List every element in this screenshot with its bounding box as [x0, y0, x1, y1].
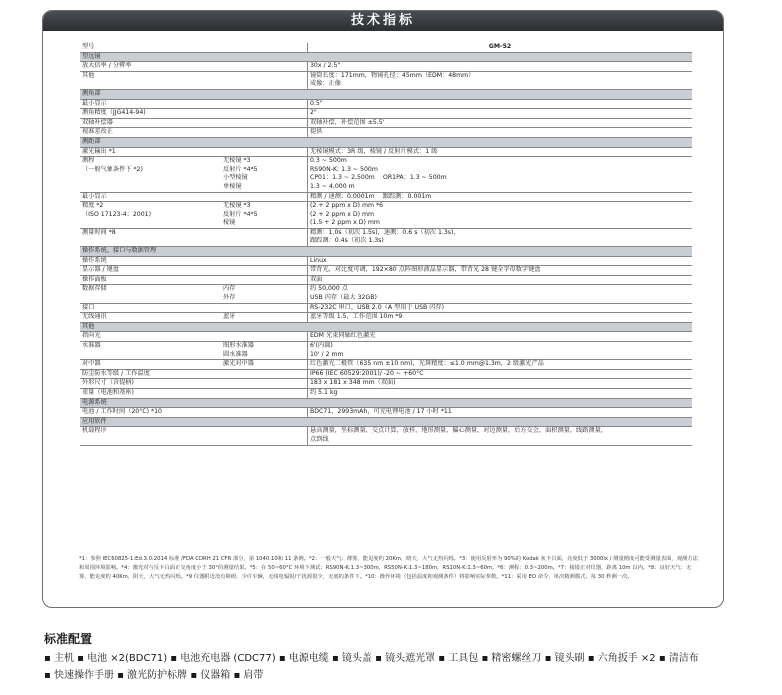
spec-banner-title: 技术指标	[43, 11, 723, 31]
spec-row	[80, 157, 692, 192]
section-title: 测角部	[80, 89, 692, 99]
spec-label: 激光输出 *1	[80, 147, 221, 157]
spec-row	[80, 266, 692, 276]
spec-label: 最小显示	[80, 192, 221, 202]
spec-sublabel	[221, 332, 308, 342]
spec-label: 外形尺寸（含提柄)	[80, 379, 221, 389]
spec-value: 183 x 181 x 348 mm（双面)	[308, 379, 693, 389]
spec-value: 0.3 ~ 500m RS90N-K: 1.3 ~ 500m CP01：1.3 ~ 2,500m OR1PA：1.3 ~ 500m 1.3 ~ 4,000 m	[308, 157, 693, 192]
spec-value: 双面	[308, 275, 693, 285]
spec-row	[80, 275, 692, 285]
spec-panel	[42, 10, 724, 608]
spec-sublabel	[221, 192, 308, 202]
spec-value: 带背光，对比度可调，192×80 点阵图形液晶显示器，带背光 28 键全字母数字键盘	[308, 266, 693, 276]
spec-row	[80, 360, 692, 370]
standard-config-list	[44, 650, 744, 684]
spec-value: 蓝牙等级 1.5，工作范围 10m *9	[308, 313, 693, 323]
standard-config-item: ▪ 电池 ×2(BDC71)	[77, 653, 168, 664]
spec-value: 2"	[308, 109, 693, 119]
section-title: 电源系统	[80, 398, 692, 408]
section-title: 测距部	[80, 137, 692, 147]
standard-config-item: ▪ 肩带	[233, 670, 264, 681]
spec-label: 测角精度（JJG414-94)	[80, 109, 221, 119]
section-header	[80, 322, 692, 332]
spec-label: 接口	[80, 303, 221, 313]
standard-config-item: ▪ 仪器箱	[190, 670, 231, 681]
spec-sublabel	[221, 256, 308, 266]
spec-row	[80, 128, 692, 138]
standard-config-title: 标准配置	[44, 632, 93, 646]
standard-config-item: ▪ 电池充电器 (CDC77)	[170, 653, 276, 664]
spec-row	[80, 303, 692, 313]
section-title: 应用软件	[80, 417, 692, 427]
standard-config-item: ▪ 六角扳手 ×2	[587, 653, 656, 664]
spec-row	[80, 342, 692, 360]
spec-label: 其他	[80, 71, 221, 89]
spec-sublabel: 无棱镜 *3 反射片 *4*5 棱镜	[221, 202, 308, 229]
spec-row	[80, 192, 692, 202]
standard-config-item: ▪ 精密螺丝刀	[481, 653, 542, 664]
spec-value: 精测 / 速测：0.0001m 跟踪测：0.001m	[308, 192, 693, 202]
model-value: GM-52	[308, 43, 693, 52]
spec-label: 机载程序	[80, 427, 221, 445]
section-header	[80, 247, 692, 257]
spec-value: 双轴补偿，补偿范围 ±5.5'	[308, 118, 693, 128]
section-title: 操作系统、接口与数据管理	[80, 247, 692, 257]
spec-row	[80, 256, 692, 266]
spec-value: 约 5.1 kg	[308, 388, 693, 398]
spec-label: 显示器 / 键盘	[80, 266, 221, 276]
standard-config-item: ▪ 电源电缆	[278, 653, 329, 664]
spec-label: 放大倍率 / 分辨率	[80, 62, 221, 72]
spec-label: 视准差改正	[80, 128, 221, 138]
spec-sublabel	[221, 266, 308, 276]
model-label: 型号	[80, 43, 221, 52]
spec-row	[80, 202, 692, 229]
spec-value: 悬高测量，坐标测量，交点计算，放样，地形测量，偏心测量，对边测量，后方交会，面积测量，线路测量， 点到线	[308, 427, 693, 445]
section-title: 望远镜	[80, 52, 692, 62]
spec-label: 测程 （一般气象条件下 *2)	[80, 157, 221, 192]
spec-sublabel	[221, 408, 308, 418]
spec-sublabel	[221, 147, 308, 157]
spec-sublabel	[221, 71, 308, 89]
spec-value: 镜筒长度：171mm，物镜孔径：45mm（EDM：48mm） 成像：正像	[308, 71, 693, 89]
spec-row	[80, 332, 692, 342]
spec-label: 精度 *2 （ISO 17123-4：2001)	[80, 202, 221, 229]
spec-value: (2 + 2 ppm x D) mm *6 (2 + 2 ppm x D) mm (1.5 + 2 ppm x D) mm	[308, 202, 693, 229]
spec-sublabel	[221, 388, 308, 398]
spec-value: 30x / 2.5"	[308, 62, 693, 72]
spec-row	[80, 313, 692, 323]
spec-value: EDM 光束同轴红色激光	[308, 332, 693, 342]
section-header	[80, 398, 692, 408]
spec-label: 无线通讯	[80, 313, 221, 323]
spec-row	[80, 147, 692, 157]
spec-value: IP66 (IEC 60529:2001)/ -20 ~ +60°C	[308, 369, 693, 379]
spec-row	[80, 285, 692, 303]
section-header	[80, 137, 692, 147]
spec-row	[80, 228, 692, 246]
section-header	[80, 52, 692, 62]
spec-label: 对中器	[80, 360, 221, 370]
spec-sublabel	[221, 275, 308, 285]
spec-label: 数据存储	[80, 285, 221, 303]
spec-sublabel	[221, 369, 308, 379]
spec-label: 重量（电池和基座)	[80, 388, 221, 398]
standard-config-item: ▪ 清洁布	[658, 653, 699, 664]
spec-sublabel	[221, 303, 308, 313]
spec-label: 测量时间 *8	[80, 228, 221, 246]
standard-config-item: ▪ 镜头遮光罩	[375, 653, 436, 664]
spec-label: 操作面板	[80, 275, 221, 285]
spec-sublabel	[221, 128, 308, 138]
standard-config-item: ▪ 激光防护标牌	[117, 670, 188, 681]
spec-table	[80, 43, 692, 446]
spec-value: 约 50,000 点 USB 闪存（最大 32GB)	[308, 285, 693, 303]
spec-label: 最小显示	[80, 99, 221, 109]
spec-sublabel	[221, 109, 308, 119]
spec-label: 双轴补偿器	[80, 118, 221, 128]
spec-label: 防尘防水等级 / 工作温度	[80, 369, 221, 379]
spec-label: 操作系统	[80, 256, 221, 266]
spec-value: BDC71，2993mAh，可充电锂电池 / 17 小时 *11	[308, 408, 693, 418]
spec-row	[80, 369, 692, 379]
section-header	[80, 89, 692, 99]
spec-row	[80, 62, 692, 72]
spec-row	[80, 99, 692, 109]
section-title: 其他	[80, 322, 692, 332]
spec-value: RS-232C 串口，USB 2.0（A 型用于 USB 闪存)	[308, 303, 693, 313]
standard-config-item: ▪ 快速操作手册	[44, 670, 114, 681]
spec-label: 指向光	[80, 332, 221, 342]
spec-value: 0.5"	[308, 99, 693, 109]
spec-sublabel	[221, 118, 308, 128]
spec-sublabel: 蓝牙	[221, 313, 308, 323]
spec-value: 红色激光二极管（635 nm ±10 nm)，光斑精度：≤1.0 mm@1.3m，2 级激光产品	[308, 360, 693, 370]
spec-sublabel	[221, 228, 308, 246]
spec-sublabel	[221, 427, 308, 445]
spec-sublabel	[221, 99, 308, 109]
spec-label: 电池 / 工作时间（20°C) *10	[80, 408, 221, 418]
spec-sublabel: 图形水准器 圆水准器	[221, 342, 308, 360]
spec-row	[80, 427, 692, 445]
standard-config-item: ▪ 镜头盖	[331, 653, 372, 664]
spec-sublabel: 激光对中器	[221, 360, 308, 370]
spec-label: 水准器	[80, 342, 221, 360]
spec-row	[80, 118, 692, 128]
footnotes: *1：参照 IEC60825-1:Ed.3.0:2014 标准 /FDA CDRH 21 CFR 部分，第 1040.10和 11 条例。*2：一般天气：薄雾，能见度约 20Km，晴天，大气无热闪烁。*3：使用反射率为 90%的 Kodak 灰卡白面，亮度低于 3000lx / 测量精度可能受测量表面，观测方法和周围环境影响。*4：激光对与反卡白面正交角度小于 30°的测量结果。*5：在 50~60°C 环境下测试：RS90N-K:1.3~300m，RS50N-K:1.3~180m，RS10N-K:1.3~60m。*6：测程：0.3~200m。*7：棱镜正对仪器，距离 10m 以内。*8：良好天气：无雾，能见度约 40Km，阴天，大气无热闪烁。*9 仪器附近没有障碍，少许车辆，无线电辐射/干扰源很少，无雨的条件下。*10：操作环境（包括温度和观测条件）将影响实际参数。*11：采用 EO 命令，单次精测模式，每 30 秒测一次。	[79, 556, 698, 580]
standard-config-item: ▪ 主机	[44, 653, 74, 664]
spec-sublabel: 无棱镜 *3 反射片 *4*5 小型棱镜 单棱镜	[221, 157, 308, 192]
spec-row	[80, 109, 692, 119]
spec-row	[80, 379, 692, 389]
spec-sublabel	[221, 62, 308, 72]
standard-config-item: ▪ 工具包	[438, 653, 479, 664]
spec-sublabel: 内存 外存	[221, 285, 308, 303]
spec-row	[80, 388, 692, 398]
spec-value: 精测：1.0s（初次 1.5s)，速测：0.6 s（初次 1.3s)， 跟踪测：0.4s（初次 1.3s)	[308, 228, 693, 246]
model-row	[80, 43, 692, 52]
spec-value: 提供	[308, 128, 693, 138]
spec-value: 6'(内圆) 10' / 2 mm	[308, 342, 693, 360]
spec-row	[80, 71, 692, 89]
section-header	[80, 417, 692, 427]
spec-value: Linux	[308, 256, 693, 266]
spec-sublabel	[221, 379, 308, 389]
spec-row	[80, 408, 692, 418]
spec-value: 无棱镜模式：3R 级，棱镜 / 反射片模式：1 级	[308, 147, 693, 157]
standard-config-item: ▪ 镜头刷	[544, 653, 585, 664]
